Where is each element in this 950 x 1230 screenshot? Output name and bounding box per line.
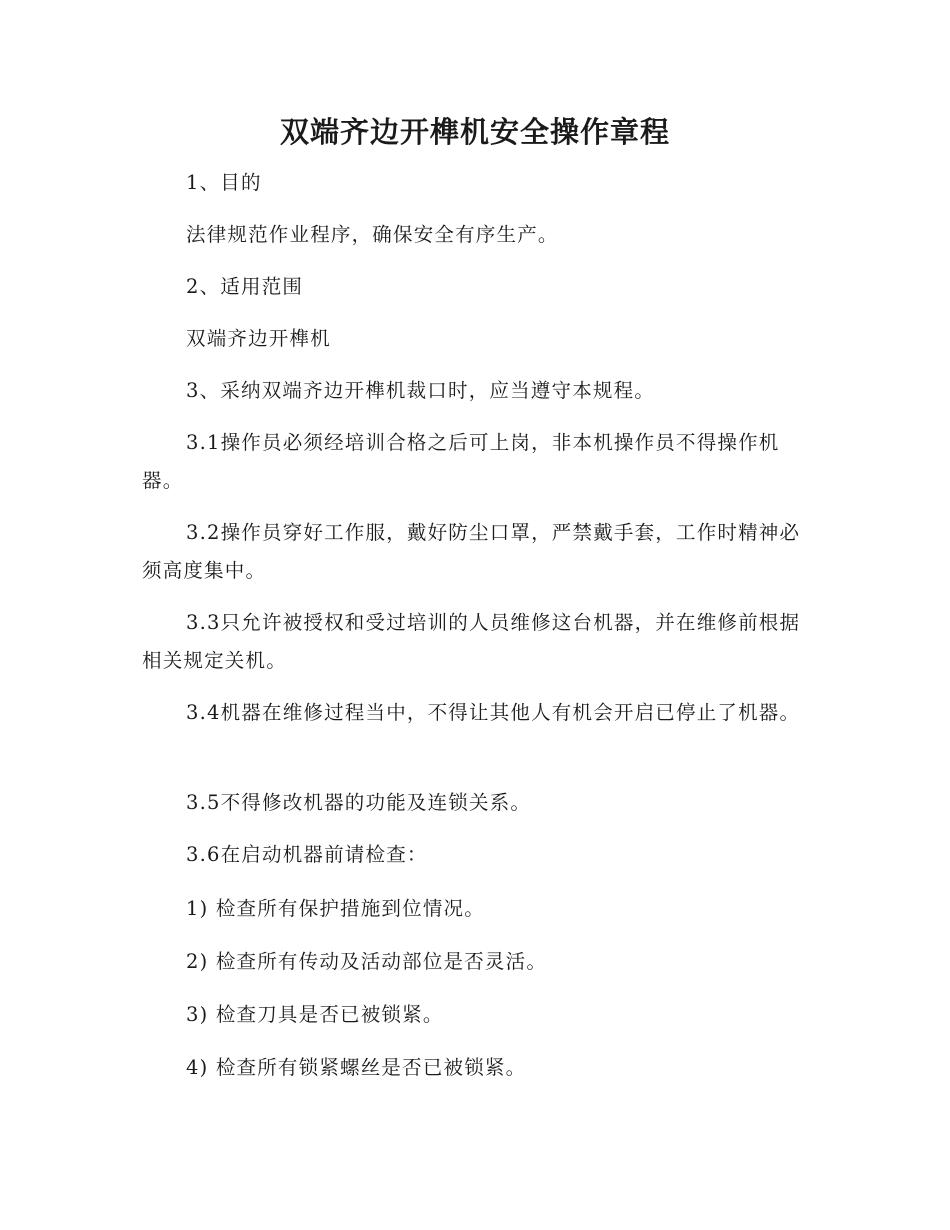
document-title: 双端齐边开榫机安全操作章程: [279, 115, 670, 149]
section-heading-rules: 3、采纳双端齐边开榫机裁口时，应当遵守本规程。: [186, 379, 656, 402]
rule-3-5: 3.5不得修改机器的功能及连锁关系。: [186, 791, 532, 814]
section-heading-scope: 2、适用范围: [186, 275, 304, 298]
rule-3-3: 3.3只允许被授权和受过培训的人员维修这台机器，并在维修前根据相关规定关机。: [142, 611, 801, 672]
check-item-1: 1) 检查所有保护措施到位情况。: [186, 897, 485, 920]
check-item-2: 2) 检查所有传动及活动部位是否灵活。: [186, 950, 548, 973]
paragraph-purpose: 法律规范作业程序，确保安全有序生产。: [186, 223, 559, 246]
rule-3-4: 3.4机器在维修过程当中，不得让其他人有机会开启已停止了机器。: [186, 701, 801, 724]
rule-3-2: 3.2操作员穿好工作服，戴好防尘口罩，严禁戴手套，工作时精神必须高度集中。: [142, 521, 801, 582]
check-item-3: 3) 检查刀具是否已被锁紧。: [186, 1003, 444, 1026]
section-heading-purpose: 1、目的: [186, 171, 262, 194]
rule-3-6: 3.6在启动机器前请检查：: [186, 843, 428, 866]
rule-3-1: 3.1操作员必须经培训合格之后可上岗，非本机操作员不得操作机器。: [142, 431, 780, 492]
check-item-4: 4) 检查所有锁紧螺丝是否已被锁紧。: [186, 1056, 527, 1079]
paragraph-scope: 双端齐边开榫机: [186, 327, 331, 350]
